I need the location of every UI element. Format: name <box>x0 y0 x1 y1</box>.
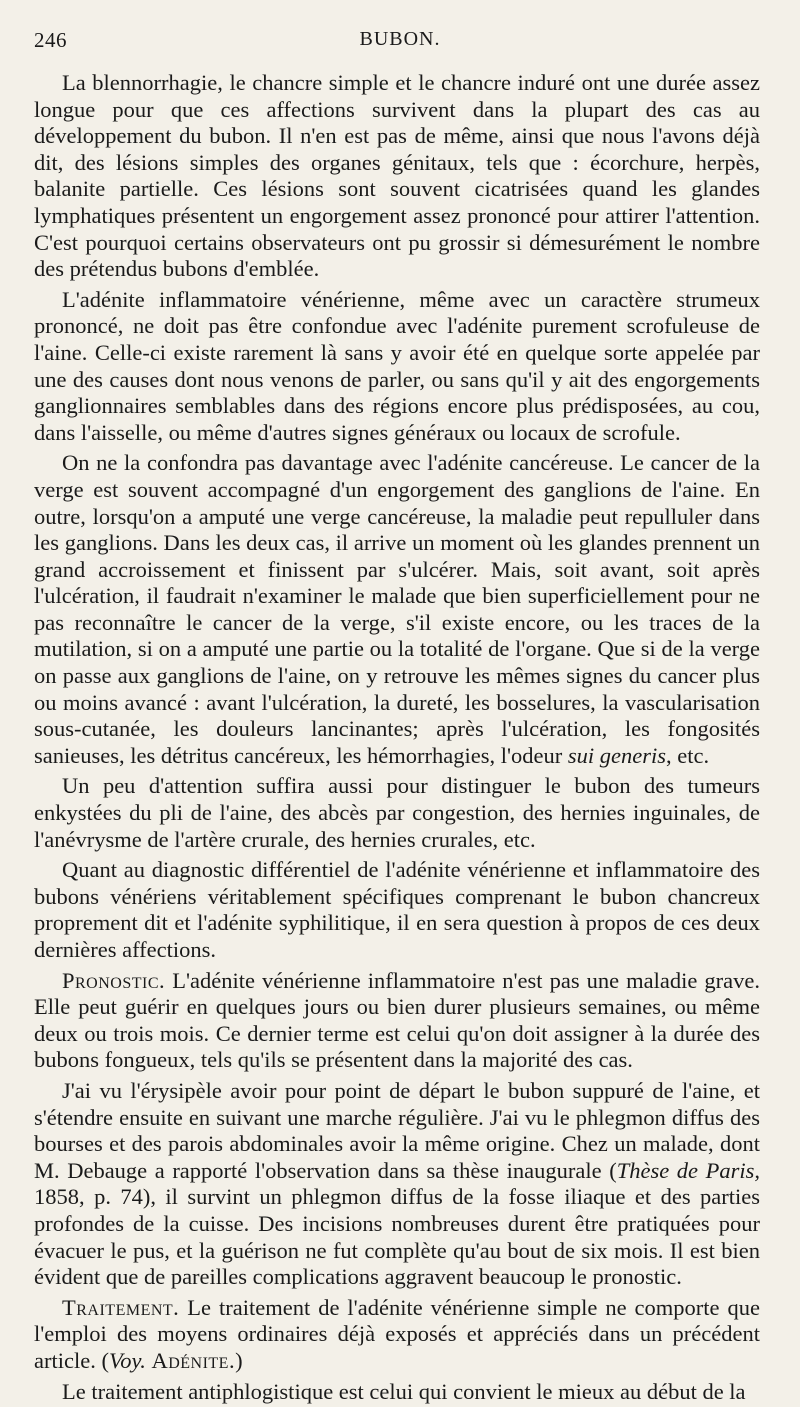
paragraph-3 <box>34 450 760 769</box>
paragraph-text: L'adénite inflammatoire vénérienne, même avec un caractère strumeux prononcé, ne doit pas être confondue avec l'adénite purement scrofuleuse de l'aine. Celle-ci existe rarement là sans y avoir été en quelque sorte appelée par une des causes dont nous venons de parler, ou sans qu'il y ait des engorgements ganglionnaires semblables dans des régions encore plus prédisposées, au cou, dans l'aisselle, ou même d'autres signes généraux ou locaux de scrofule. <box>34 286 760 445</box>
paragraph-text: Un peu d'attention suffira aussi pour distinguer le bubon des tumeurs enkystées du pli de l'aine, des abcès par congestion, des hernies inguinales, de l'anévrysme de l'artère crurale, des hernies crurales, etc. <box>34 773 760 852</box>
italic-voy: Voy. <box>108 1347 146 1373</box>
paragraph-text: J'ai vu l'érysipèle avoir pour point de départ le bubon suppuré de l'aine, et s'étendre ensuite en suivant une marche régulière. J'ai vu le phlegmon diffus des bourses et des parois abdominales avoir la même origine. Chez un malade, dont M. Debauge a rapporté l'observation dans sa thèse inaugurale ( <box>34 1077 760 1183</box>
paragraph-tail: 1858, p. 74), il survint un phlegmon diffus de la fosse iliaque et des parties profondes de la cuisse. Des incisions nombreuses durent être pratiquées pour évacuer le pus, et la guérison ne fut complète qu'au bout de six mois. Il est bien évident que de pareilles complications aggravent beaucoup le pronostic. <box>34 1184 760 1290</box>
paragraph-2 <box>34 287 760 447</box>
paragraph-6 <box>34 968 760 1074</box>
paragraph-4 <box>34 773 760 853</box>
paragraph-text: Le traitement de l'adénite vénérienne simple ne comporte que l'emploi des moyens ordinaires déjà exposés et appréciés dans un précédent article. ( <box>34 1294 760 1373</box>
section-lead-pronostic: Pronostic. <box>62 967 166 993</box>
paragraph-5 <box>34 857 760 963</box>
page-header <box>34 28 766 58</box>
paragraph-tail: , etc. <box>666 742 710 768</box>
paragraph-text: La blennorrhagie, le chancre simple et le chancre induré ont une durée assez longue pour que ces affections survivent dans la plupart des cas au développement du bubon. Il n'en est pas de même, ainsi que nous l'avons déjà dit, des lésions simples des organes génitaux, tels que : écorchure, herpès, balanite partielle. Ces lésions sont souvent cicatrisées quand les glandes lymphatiques présentent un engorgement assez prononcé pour attirer l'attention. C'est pourquoi certains observateurs ont pu grossir si démesurément le nombre des prétendus bubons d'emblée. <box>34 70 760 282</box>
italic-citation: Thèse de Paris, <box>616 1157 760 1183</box>
paragraph-1 <box>34 70 760 283</box>
page-number: 246 <box>34 28 67 52</box>
paragraph-9 <box>34 1379 760 1406</box>
paragraph-7 <box>34 1078 760 1291</box>
paragraph-8 <box>34 1295 760 1375</box>
page-body <box>34 70 760 1407</box>
italic-phrase: sui generis <box>567 742 666 768</box>
paragraph-text: Le traitement antiphlogistique est celui qui convient le mieux au début de la <box>62 1378 746 1404</box>
running-title: BUBON. <box>359 28 441 50</box>
paragraph-text: On ne la confondra pas davantage avec l'adénite cancéreuse. Le cancer de la verge est souvent accompagné d'un engorgement des ganglions de l'aine. En outre, lorsqu'on a amputé une verge cancéreuse, la maladie peut repulluler dans les ganglions. Dans les deux cas, il arrive un moment où les glandes prennent un grand accroissement et finissent par s'ulcérer. Mais, soit avant, soit après l'ulcération, il faudrait n'examiner le malade que bien superficiellement pour ne pas reconnaître le cancer de la verge, s'il existe encore, ou les traces de la mutilation, si on a amputé une partie ou la totalité de l'organe. Que si de la verge on passe aux ganglions de l'aine, on y retrouve les mêmes signes du cancer plus ou moins avancé : avant l'ulcération, la dureté, les bosselures, la vascularisation sous-cutanée, les douleurs lancinantes; après l'ulcération, les fongosités sanieuses, les détritus cancéreux, les hémorrhagies, l'odeur <box>34 450 760 768</box>
section-lead-traitement: Traitement. <box>62 1294 180 1320</box>
cross-reference: Adénite. <box>151 1347 236 1373</box>
paragraph-tail: ) <box>235 1347 243 1373</box>
paragraph-text: Quant au diagnostic différentiel de l'adénite vénérienne et inflammatoire des bubons vénériens véritablement spécifiques comprenant le bubon chancreux proprement dit et l'adénite syphilitique, il en sera question à propos de ces deux dernières affections. <box>34 857 760 962</box>
paragraph-text: L'adénite vénérienne inflammatoire n'est pas une maladie grave. Elle peut guérir en quelques jours ou bien durer plusieurs semaines, ou même deux ou trois mois. Ce dernier terme est celui qu'on doit assigner à la durée des bubons fongueux, tels qu'ils se présentent dans la majorité des cas. <box>34 967 761 1073</box>
